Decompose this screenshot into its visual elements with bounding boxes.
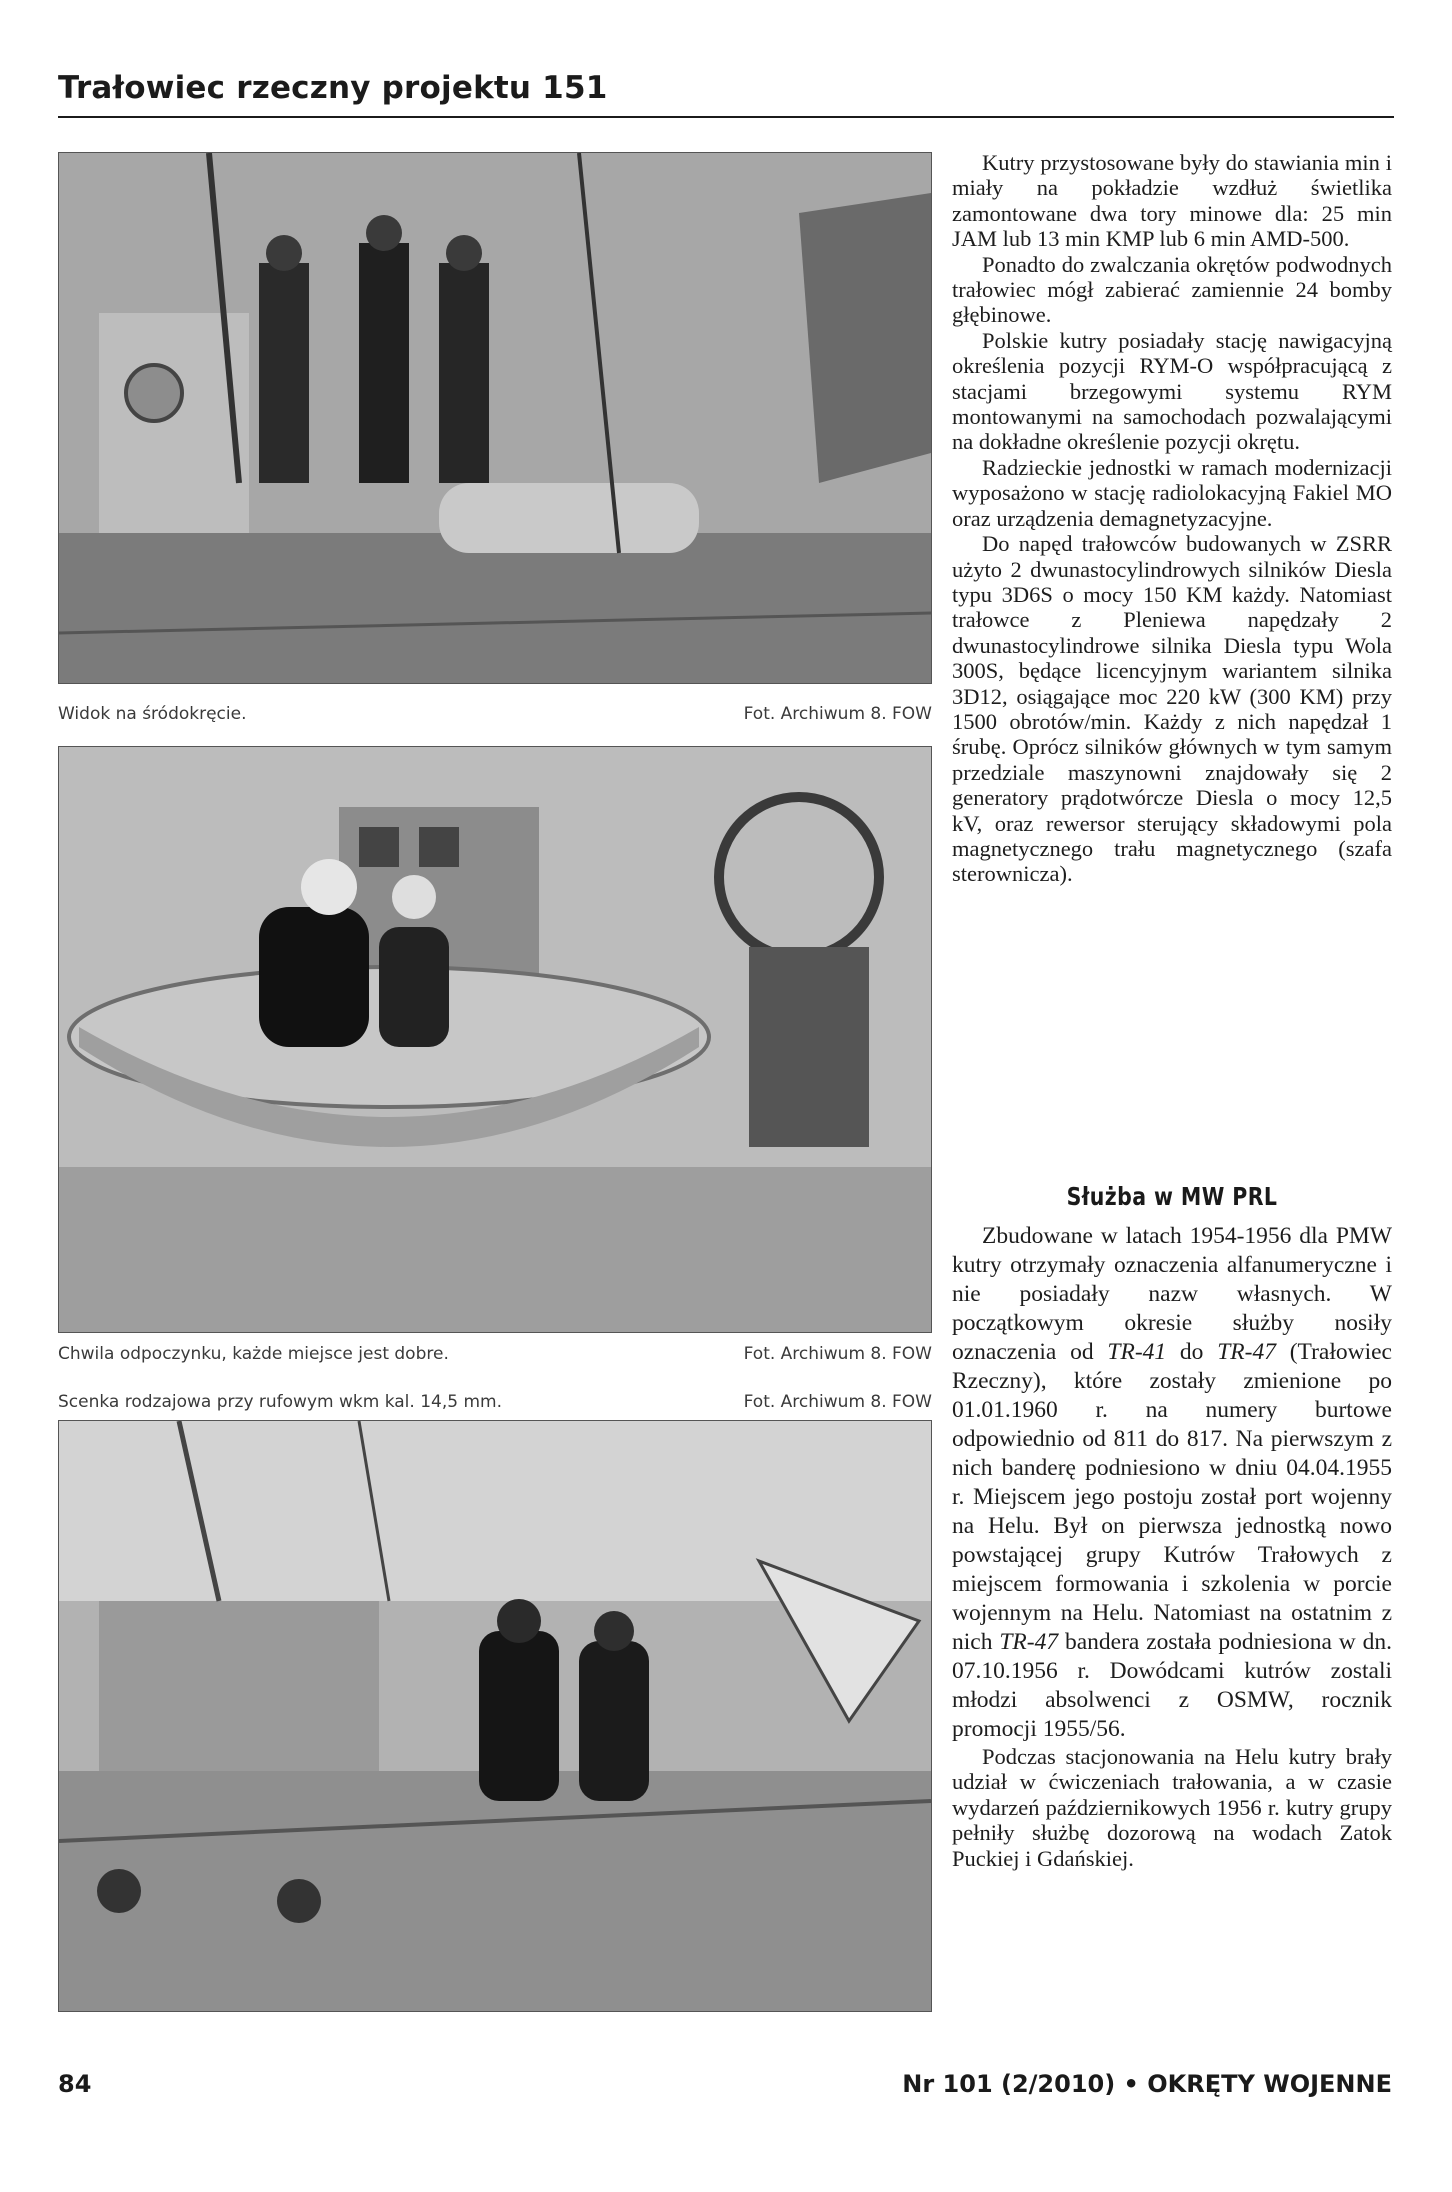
paragraph: Do napęd trałowców budowanych w ZSRR użyto 2 dwunastocylindrowych silników Diesla typu 3D6S o mocy 150 KM każdy. Natomiast trałowce z Pleniewa napędzały 2 dwunastocylindrowe silnika Diesla typu Wola 300S, będące licencyjnym wariantem silnika 3D12, osiągające moc 220 kW (300 KM) przy 1500 obrotów/min. Każdy z nich napędzał 1 śrubę. Oprócz silników głównych w tym samym przedziale maszynowni znajdowały się 2 generatory prądotwórcze Diesla o mocy 12,5 kV, oraz rewersor sterujący składowymi pola magnetycznego trału magnetycznego (szafa sterownicza).: [952, 531, 1392, 887]
paragraph: Kutry przystosowane były do stawiania min i miały na pokładzie wzdłuż świetlika zamontowane dwa tory minowe dla: 25 min JAM lub 13 min KMP lub 6 min AMD-500.: [952, 150, 1392, 252]
paragraph: Ponadto do zwalczania okrętów podwodnych trałowiec mógł zabierać zamiennie 24 bomby głębinowe.: [952, 251, 1392, 328]
photo-rest-caption: Chwila odpoczynku, każde miejsce jest dobre.: [58, 1344, 449, 1364]
photo-stern-caption: Scenka rodzajowa przy rufowym wkm kal. 14,5 mm.: [58, 1392, 502, 1412]
photo-midship-caption: Widok na śródokręcie.: [58, 704, 247, 724]
page-header-title: Trałowiec rzeczny projektu 151: [58, 70, 608, 106]
page-number: 84: [58, 2070, 92, 2098]
photo-stern-credit: Fot. Archiwum 8. FOW: [743, 1392, 932, 1412]
header-rule: [58, 116, 1394, 118]
paragraph: Polskie kutry posiadały stację nawigacyjną określenia pozycji RYM-O współpracującą z stacjami brzegowymi systemu RYM montowanymi na samochodach pozwalającymi na dokładne określenie pozycji okrętu.: [952, 327, 1392, 455]
photo-rest: [58, 746, 932, 1333]
photo-midship-credit: Fot. Archiwum 8. FOW: [743, 704, 932, 724]
photo-rest-credit: Fot. Archiwum 8. FOW: [743, 1344, 932, 1364]
section-heading: Służba w MW PRL: [1066, 1182, 1278, 1211]
paragraph: Zbudowane w latach 1954-1956 dla PMW kutry otrzymały oznaczenia alfanumeryczne i nie posiadały nazw własnych. W początkowym okresie służby nosiły oznaczenia od TR-41 do TR-47 (Trałowiec Rzeczny), które zostały zmienione po 01.01.1960 r. na numery burtowe odpowiednio od 811 do 817. Na pierwszym z nich banderę podniesiono w dniu 04.04.1955 r. Miejscem jego postoju został port wojenny na Helu. Był on pierwsza jednostką nowo powstającej grupy Kutrów Trałowych z miejscem formowania i szkolenia w porcie wojennym na Helu. Natomiast na ostatnim z nich TR-47 bandera została podniesiona w dn. 07.10.1956 r. Dowódcami kutrów zostali młodzi absolwenci z OSMW, rocznik promocji 1955/56.: [952, 1223, 1392, 1742]
body-column-section: [952, 1222, 1392, 1871]
photo-stern: [58, 1420, 932, 2012]
body-column-top: [952, 150, 1392, 887]
photo-midship: [58, 152, 932, 684]
paragraph: Podczas stacjonowania na Helu kutry brały udział w ćwiczeniach trałowania, a w czasie wydarzeń październikowych 1956 r. kutry grupy pełniły służbę dozorową na wodach Zatok Puckiej i Gdańskiej.: [952, 1744, 1392, 1871]
issue-info: Nr 101 (2/2010) • OKRĘTY WOJENNE: [902, 2070, 1392, 2098]
paragraph: Radzieckie jednostki w ramach modernizacji wyposażono w stację radiolokacyjną Fakiel MO oraz urządzenia demagnetyzacyjne.: [952, 454, 1392, 531]
